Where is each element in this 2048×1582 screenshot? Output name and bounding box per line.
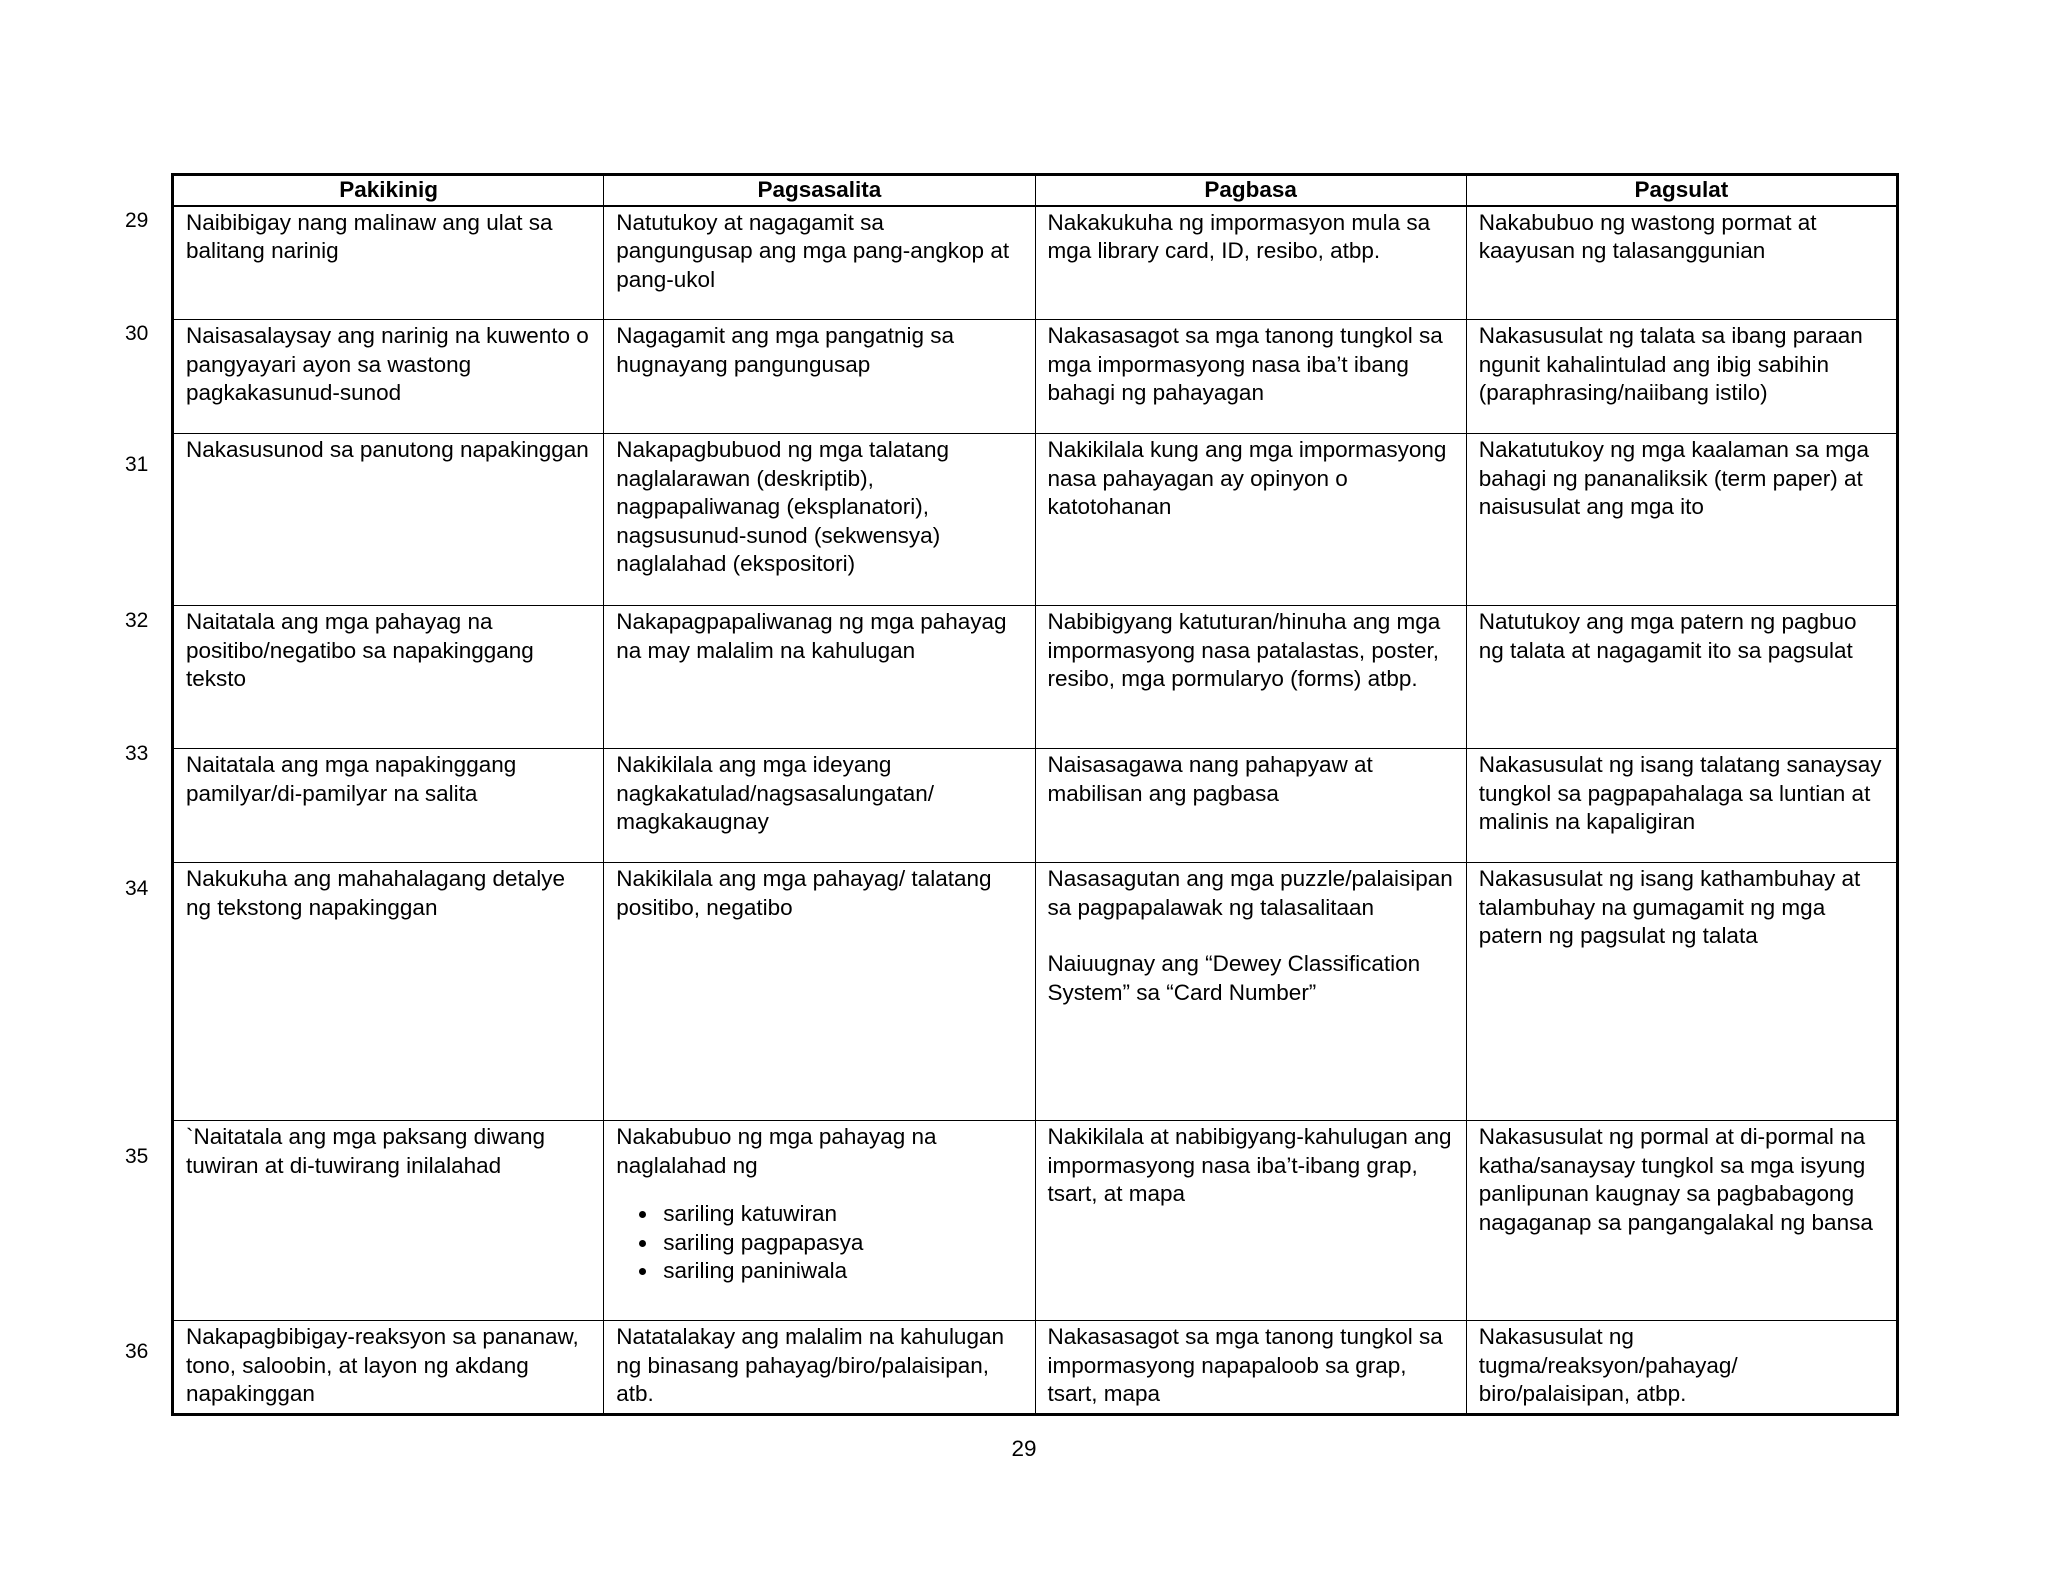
cell-text: Nasasagutan ang mga puzzle/palaisipan sa pagpapalawak ng talasalitaan xyxy=(1047,866,1453,920)
cell-text: Nakukuha ang mahahalagang detalye ng tekstong napakinggan xyxy=(186,866,566,920)
cell-text: Naitatala ang mga pahayag na positibo/negatibo sa napakinggang teksto xyxy=(186,609,534,691)
cell-text: Nakatutukoy ng mga kaalaman sa mga bahagi ng pananaliksik (term paper) at naisusulat ang mga ito xyxy=(1478,437,1869,519)
table-cell xyxy=(1466,749,1897,863)
table-cell xyxy=(1035,749,1466,863)
row-number: 30 xyxy=(125,322,149,345)
cell-text: Nakasusulat ng isang kathambuhay at talambuhay na gumagamit ng mga patern ng pagsulat ng talata xyxy=(1478,866,1861,948)
cell-text: Nakasasagot sa mga tanong tungkol sa impormasyong napapaloob sa grap, tsart, mapa xyxy=(1047,1324,1443,1406)
table-cell xyxy=(1466,1121,1897,1321)
cell-text: Naiuugnay ang “Dewey Classification System” sa “Card Number” xyxy=(1047,951,1421,1005)
row-number: 36 xyxy=(125,1340,149,1363)
table-cell xyxy=(1466,606,1897,749)
table-header-row xyxy=(173,175,1898,206)
row-number: 31 xyxy=(125,453,149,476)
cell-text: Nakapagbibigay-reaksyon sa pananaw, tono, saloobin, at layon ng akdang napakinggan xyxy=(186,1324,579,1406)
table-row xyxy=(173,749,1898,863)
table-row xyxy=(173,1121,1898,1321)
table-cell xyxy=(604,1121,1035,1321)
table-row xyxy=(173,434,1898,606)
list-item: • sariling katuwiran xyxy=(659,1200,1022,1229)
cell-text: `Naitatala ang mga paksang diwang tuwiran at di-tuwirang inilalahad xyxy=(186,1124,545,1178)
table-cell xyxy=(1035,320,1466,434)
table-cell xyxy=(1035,434,1466,606)
cell-text: Nakikilala ang mga ideyang nagkakatulad/nagsasalungatan/ magkakaugnay xyxy=(616,752,935,834)
table-cell xyxy=(173,606,604,749)
cell-text: Nabibigyang katuturan/hinuha ang mga impormasyong nasa patalastas, poster, resibo, mga pormularyo (forms) atbp. xyxy=(1047,609,1441,691)
cell-text: Nakasusulat ng isang talatang sanaysay tungkol sa pagpapahalaga sa luntian at malinis na kapaligiran xyxy=(1478,752,1882,834)
cell-text: Nakikilala at nabibigyang-kahulugan ang impormasyong nasa iba’t-ibang grap, tsart, at mapa xyxy=(1047,1124,1452,1206)
table-cell xyxy=(1466,1321,1897,1415)
table-cell xyxy=(173,206,604,320)
table-cell xyxy=(604,206,1035,320)
table-cell xyxy=(604,434,1035,606)
table-cell xyxy=(173,749,604,863)
cell-text: Nakapagpapaliwanag ng mga pahayag na may malalim na kahulugan xyxy=(616,609,1007,663)
cell-text: Nakabubuo ng wastong pormat at kaayusan ng talasanggunian xyxy=(1478,209,1817,263)
table-cell xyxy=(1035,1321,1466,1415)
cell-text: Nakapagbubuod ng mga talatang naglalarawan (deskriptib), nagpapaliwanag (eksplanatori), nagsusunud-sunod (sekwensya) naglalahad (ekspositori) xyxy=(616,437,950,576)
column-header: Pagsasalita xyxy=(604,175,1035,206)
cell-text: Nakasasagot sa mga tanong tungkol sa mga impormasyong nasa iba’t ibang bahagi ng pahayagan xyxy=(1047,323,1443,405)
table-cell xyxy=(173,1321,604,1415)
row-number: 33 xyxy=(125,742,149,765)
row-number: 32 xyxy=(125,609,149,632)
cell-text: Nakasusulat ng tugma/reaksyon/pahayag/ biro/palaisipan, atbp. xyxy=(1478,1324,1738,1406)
table-cell xyxy=(1035,863,1466,1121)
cell-text: Nakasusulat ng talata sa ibang paraan ngunit kahalintulad ang ibig sabihin (paraphrasing/naiibang istilo) xyxy=(1478,323,1863,405)
cell-text: Natatalakay ang malalim na kahulugan ng binasang pahayag/biro/palaisipan, atb. xyxy=(616,1324,1004,1406)
column-header: Pagsulat xyxy=(1466,175,1897,206)
cell-text: Nagagamit ang mga pangatnig sa hugnayang pangungusap xyxy=(616,323,954,377)
row-number: 29 xyxy=(125,209,149,232)
table-cell xyxy=(604,606,1035,749)
cell-text: Nakakukuha ng impormasyon mula sa mga library card, ID, resibo, atbp. xyxy=(1047,209,1431,263)
row-number: 34 xyxy=(125,877,149,900)
table-cell xyxy=(1466,434,1897,606)
table-cell xyxy=(1466,206,1897,320)
cell-text: Nakikilala kung ang mga impormasyong nasa pahayagan ay opinyon o katotohanan xyxy=(1047,437,1447,519)
table-cell xyxy=(1466,863,1897,1121)
cell-text: Naibibigay nang malinaw ang ulat sa balitang narinig xyxy=(186,209,553,263)
table-row xyxy=(173,606,1898,749)
cell-text: Natutukoy at nagagamit sa pangungusap ang mga pang-angkop at pang-ukol xyxy=(616,209,1010,292)
cell-text: Nakikilala ang mga pahayag/ talatang positibo, negatibo xyxy=(616,866,992,920)
table-cell xyxy=(1466,320,1897,434)
table-row xyxy=(173,320,1898,434)
cell-text: Naisasalaysay ang narinig na kuwento o pangyayari ayon sa wastong pagkakasunud-sunod xyxy=(186,323,589,405)
table-row xyxy=(173,1321,1898,1415)
table-cell xyxy=(1035,206,1466,320)
table-cell xyxy=(173,320,604,434)
column-header: Pagbasa xyxy=(1035,175,1466,206)
table-cell xyxy=(604,320,1035,434)
cell-text: Naisasagawa nang pahapyaw at mabilisan ang pagbasa xyxy=(1047,752,1373,806)
list-item: • sariling paniniwala xyxy=(659,1257,1022,1286)
table-cell xyxy=(173,863,604,1121)
list-item: • sariling pagpapasya xyxy=(659,1229,1022,1258)
cell-text: Nakasusulat ng pormal at di-pormal na katha/sanaysay tungkol sa mga isyung panlipunan kaugnay sa pagbabagong nagaganap sa pangangalakal ng bansa xyxy=(1478,1124,1873,1235)
column-header: Pakikinig xyxy=(173,175,604,206)
row-number: 35 xyxy=(125,1145,149,1168)
cell-text: Natutukoy ang mga patern ng pagbuo ng talata at nagagamit ito sa pagsulat xyxy=(1478,609,1857,663)
table-row xyxy=(173,206,1898,320)
cell-text: Nakabubuo ng mga pahayag na naglalahad ng xyxy=(616,1124,937,1178)
table-cell xyxy=(1035,1121,1466,1321)
bullet-list xyxy=(616,1200,1022,1286)
table-cell xyxy=(604,1321,1035,1415)
competency-table xyxy=(171,173,1899,1416)
table-cell xyxy=(604,863,1035,1121)
table-row xyxy=(173,863,1898,1121)
table-cell xyxy=(1035,606,1466,749)
table-cell xyxy=(173,434,604,606)
cell-text: Nakasusunod sa panutong napakinggan xyxy=(186,437,589,462)
table-cell xyxy=(173,1121,604,1321)
cell-text: Naitatala ang mga napakinggang pamilyar/di-pamilyar na salita xyxy=(186,752,517,806)
table-cell xyxy=(604,749,1035,863)
page-number: 29 xyxy=(1011,1436,1037,1461)
